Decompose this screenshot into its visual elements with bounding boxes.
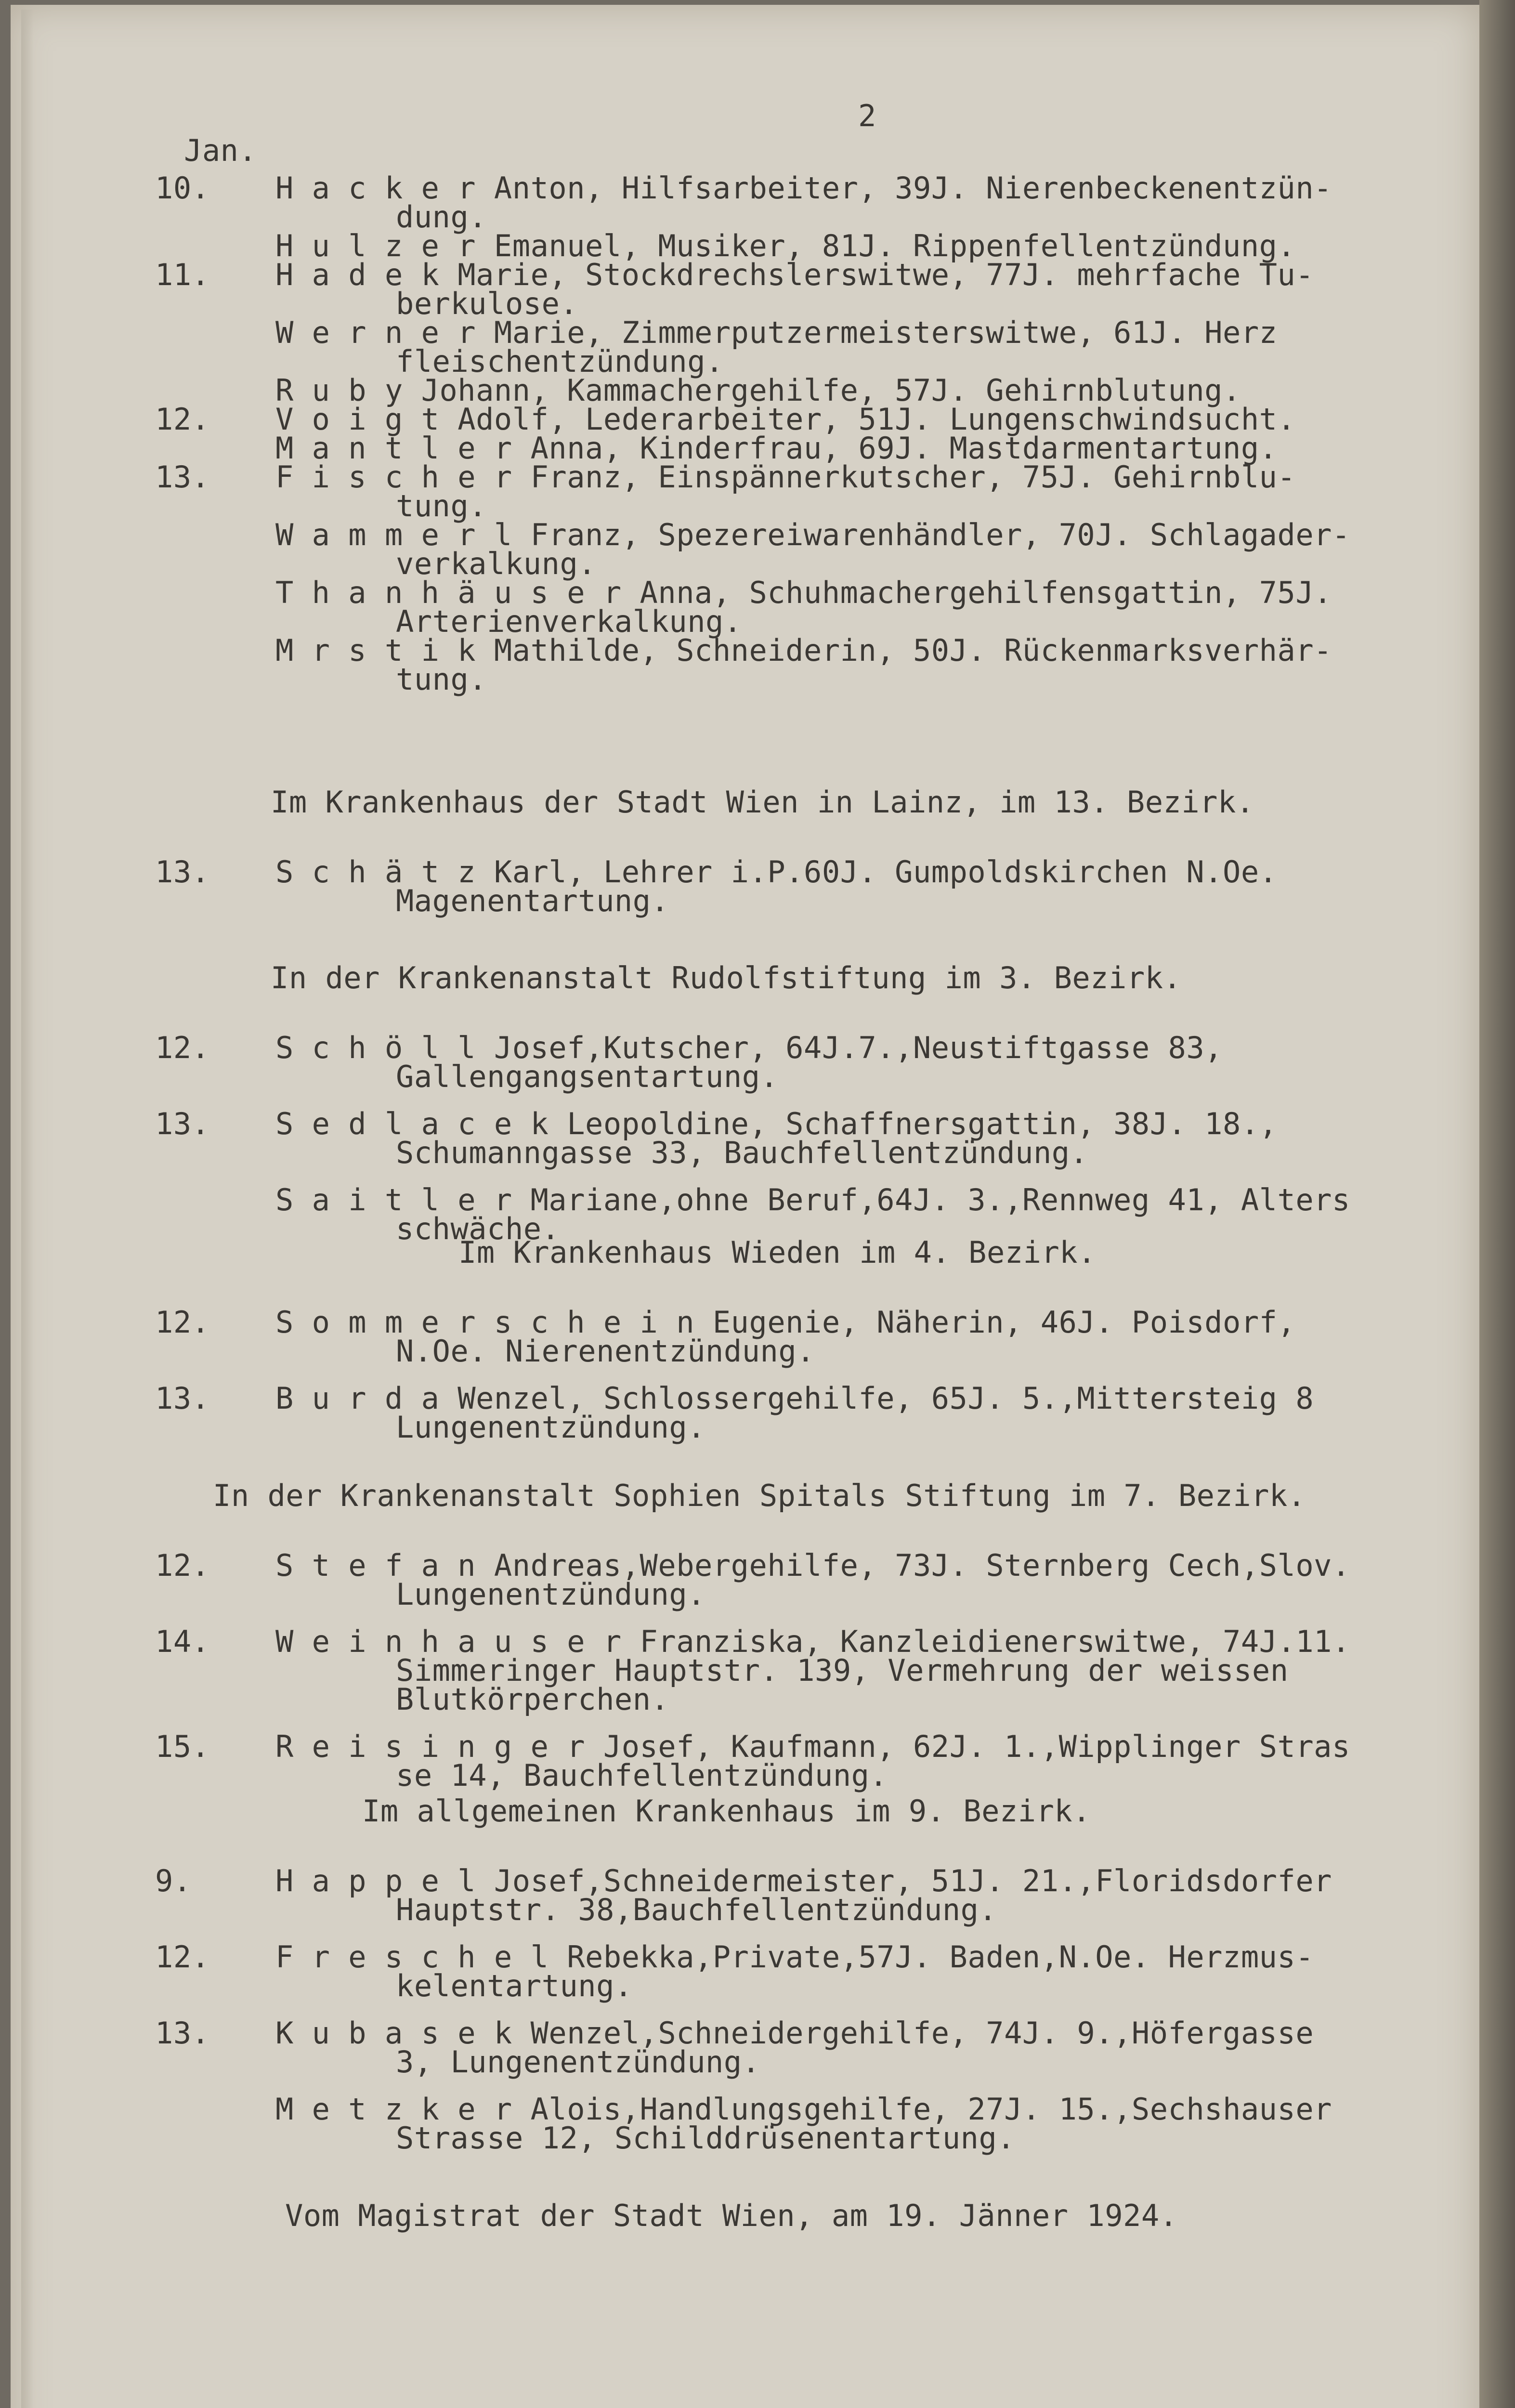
section-heading: Im Krankenhaus Wieden im 4. Bezirk. [458,1235,1096,1270]
entry-line: T h a n h ä u s e r Anna, Schuhmachergehilfensgattin, 75J. [275,575,1332,610]
entry-line: F r e s c h e l Rebekka,Private,57J. Baden,N.Oe. Herzmus- [275,1939,1314,1975]
entry-continuation-line: fleischentzündung. [396,344,724,379]
entry-line: R u b y Johann, Kammachergehilfe, 57J. Gehirnblutung. [275,373,1241,408]
entry-continuation-line: Blutkörperchen. [396,1682,669,1717]
entry-date: 14. [155,1624,210,1659]
entry-continuation-line: Strasse 12, Schilddrüsenentartung. [396,2120,1016,2156]
entry-continuation-line: tung. [396,488,487,523]
entry-date: 10. [155,170,210,206]
entry-line: S o m m e r s c h e i n Eugenie, Näherin, 46J. Poisdorf, [275,1305,1296,1340]
entry-continuation-line: Simmeringer Hauptstr. 139, Vermehrung der weissen [396,1653,1289,1688]
entry-line: W e i n h a u s e r Franziska, Kanzleidienerswitwe, 74J.11. [275,1624,1350,1659]
entry-date: 13. [155,854,210,890]
entry-line: M r s t i k Mathilde, Schneiderin, 50J. Rückenmarksverhär- [275,633,1332,668]
entry-continuation-line: Arterienverkalkung. [396,604,742,639]
month-label: Jan. [184,133,257,168]
entry-continuation-line: kelentartung. [396,1968,633,2003]
entry-date: 12. [155,1030,210,1065]
entry-line: B u r d a Wenzel, Schlossergehilfe, 65J. 5.,Mittersteig 8 [275,1381,1314,1416]
entry-date: 15. [155,1729,210,1764]
entry-line: S c h ä t z Karl, Lehrer i.P.60J. Gumpoldskirchen N.Oe. [275,854,1278,890]
page-left-edge [21,10,34,2408]
entry-line: M a n t l e r Anna, Kinderfrau, 69J. Mastdarmentartung. [275,431,1278,466]
entry-line: R e i s i n g e r Josef, Kaufmann, 62J. 1.,Wipplinger Stras [275,1729,1350,1764]
entry-line: S t e f a n Andreas,Webergehilfe, 73J. Sternberg Cech,Slov. [275,1548,1350,1583]
entry-continuation-line: Schumanngasse 33, Bauchfellentzündung. [396,1135,1088,1170]
entry-date: 12. [155,1548,210,1583]
entry-continuation-line: berkulose. [396,286,578,321]
entry-line: H a c k e r Anton, Hilfsarbeiter, 39J. Nierenbeckenentzün- [275,170,1332,206]
entry-continuation-line: dung. [396,199,487,235]
entry-continuation-line: N.Oe. Nierenentzündung. [396,1334,815,1369]
entry-date: 13. [155,459,210,495]
entry-continuation-line: verkalkung. [396,546,597,581]
entry-line: M e t z k e r Alois,Handlungsgehilfe, 27J. 15.,Sechshauser [275,2092,1332,2127]
entry-continuation-line: schwäche. [396,1211,560,1246]
entry-date: 12. [155,1305,210,1340]
entry-line: V o i g t Adolf, Lederarbeiter, 51J. Lungenschwindsucht. [275,402,1296,437]
entry-continuation-line: Gallengangsentartung. [396,1059,779,1094]
entry-line: S e d l a c e k Leopoldine, Schaffnersgattin, 38J. 18., [275,1106,1278,1141]
entry-date: 13. [155,1381,210,1416]
binding-edge [1479,0,1515,2408]
document-page [11,5,1479,2408]
entry-continuation-line: Hauptstr. 38,Bauchfellentzündung. [396,1892,997,1927]
entry-date: 13. [155,1106,210,1141]
entry-continuation-line: se 14, Bauchfellentzündung. [396,1758,888,1793]
entry-line: S a i t l e r Mariane,ohne Beruf,64J. 3.,Rennweg 41, Alters [275,1182,1350,1217]
entry-line: W e r n e r Marie, Zimmerputzermeisterswitwe, 61J. Herz [275,315,1278,350]
entry-line: H a d e k Marie, Stockdrechslerswitwe, 77J. mehrfache Tu- [275,257,1314,292]
entry-continuation-line: 3, Lungenentzündung. [396,2044,760,2080]
entry-continuation-line: Lungenentzündung. [396,1410,706,1445]
section-heading: In der Krankenanstalt Rudolfstiftung im 3. Bezirk. [271,960,1182,995]
entry-date: 12. [155,1939,210,1975]
entry-date: 11. [155,257,210,292]
entry-date: 9. [155,1863,192,1898]
entry-line: F i s c h e r Franz, Einspännerkutscher, 75J. Gehirnblu- [275,459,1296,495]
entry-line: H a p p e l Josef,Schneidermeister, 51J. 21.,Floridsdorfer [275,1863,1332,1898]
entry-continuation-line: Magenentartung. [396,883,669,918]
entry-date: 12. [155,402,210,437]
entry-continuation-line: Lungenentzündung. [396,1577,706,1612]
entry-line: K u b a s e k Wenzel,Schneidergehilfe, 74J. 9.,Höfergasse [275,2015,1314,2051]
entry-line: S c h ö l l Josef,Kutscher, 64J.7.,Neustiftgasse 83, [275,1030,1223,1065]
entry-date: 13. [155,2015,210,2051]
closing-line: Vom Magistrat der Stadt Wien, am 19. Jänner 1924. [285,2198,1178,2233]
entry-continuation-line: tung. [396,662,487,697]
section-heading: In der Krankenanstalt Sophien Spitals Stiftung im 7. Bezirk. [213,1478,1306,1513]
entry-line: H u l z e r Emanuel, Musiker, 81J. Rippenfellentzündung. [275,228,1296,263]
entry-line: W a m m e r l Franz, Spezereiwarenhändler, 70J. Schlagader- [275,517,1350,552]
page-number: 2 [858,98,876,133]
section-heading: Im allgemeinen Krankenhaus im 9. Bezirk. [362,1793,1091,1829]
section-heading: Im Krankenhaus der Stadt Wien in Lainz, im 13. Bezirk. [271,785,1254,820]
